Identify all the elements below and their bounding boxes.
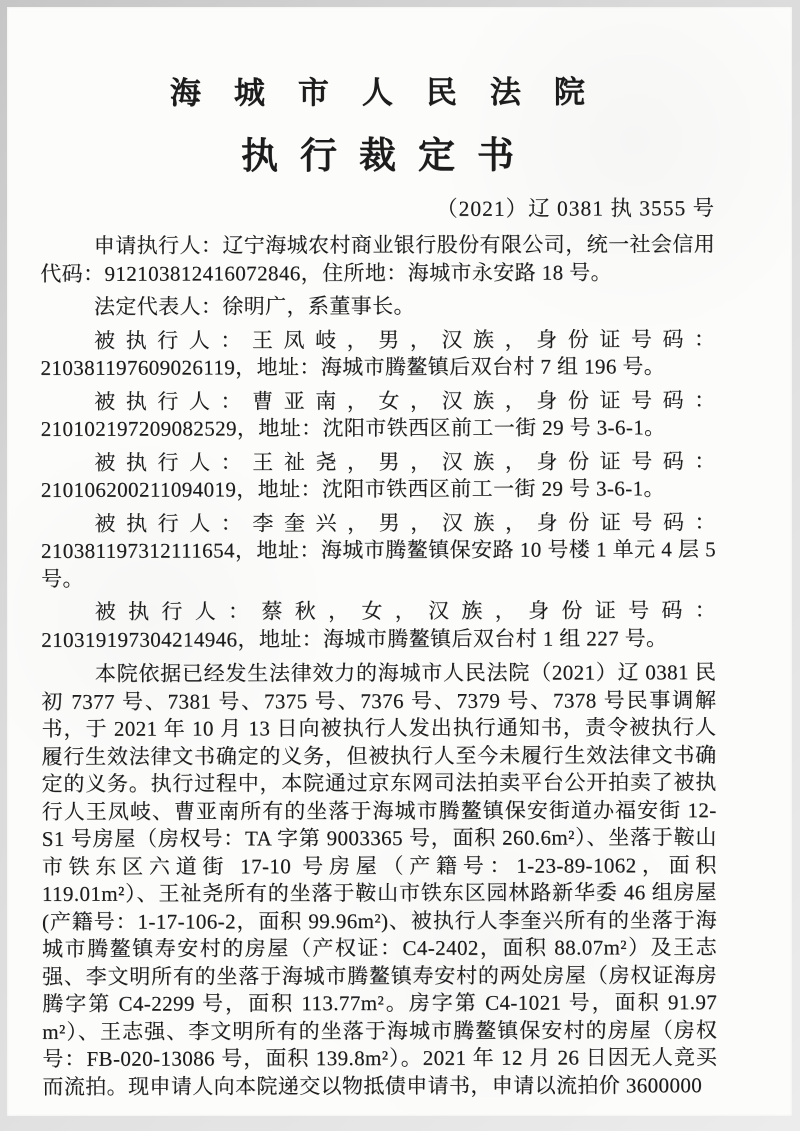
paragraph-applicant: 申请执行人：辽宁海城农村商业银行股份有限公司，统一社会信用代码：912103812416072846，住所地：海城市永安路 18 号。 xyxy=(40,232,716,286)
paragraph-respondent-2: 被执行人：曹亚南，女，汉族，身份证号码：210102197209082529，地址：沈阳市铁西区前工一街 29 号 3-6-1。 xyxy=(40,387,716,441)
paragraph-respondent-5: 被执行人：蔡秋，女，汉族，身份证号码：210319197304214946，地址：海城市腾鳌镇后双台村 1 组 227 号。 xyxy=(41,598,717,652)
paragraph-respondent-4: 被执行人：李奎兴，男，汉族，身份证号码：210381197312111654，地址：海城市腾鳌镇保安路 10 号楼 1 单元 4 层 5 号。 xyxy=(40,509,717,591)
document-title: 执行裁定书 xyxy=(240,135,537,178)
court-name: 海城市人民法院 xyxy=(169,74,618,111)
paragraph-ruling-body: 本院依据已经发生法律效力的海城市人民法院（2021）辽 0381 民初 7377 号、7381 号、7375 号、7376 号、7379 号、7378 号民事调解书，于 2021 年 10 月 13 日向被执行人发出执行通知书，责令被执行人履行生效法律文书确定的义务，但被执行人至今未履行生效法律文书确定的义务。执行过程中，本院通过京东网司法拍卖平台公开拍卖了被执行人王凤岐、曹亚南所有的坐落于海城市腾鳌镇保安街道办福安街 12-S1 号房屋（房权号：TA 字第 9003365 号，面积 260.6m²）、坐落于鞍山市铁东区六道街 17-10 号房屋（产籍号：1-23-89-1062，面积 119.01m²）、王祉尧所有的坐落于鞍山市铁东区园林路新华委 46 组房屋(产籍号：1-17-106-2，面积 99.96m²)、被执行人李奎兴所有的坐落于海城市腾鳌镇寿安村的房屋（产权证：C4-2402，面积 88.07m²）及王志强、李文明所有的坐落于海城市腾鳌镇寿安村的两处房屋（房权证海房腾字第 C4-2299 号，面积 113.77m²。房字第 C4-1021 号，面积 91.97 m²）、王志强、李文明所有的坐落于海城市腾鳌镇保安村的房屋（房权号：FB-020-13086 号，面积 139.8m²）。2021 年 12 月 26 日因无人竞买而流拍。现申请人向本院递交以物抵债申请书，申请以流拍价 3600000 xyxy=(41,660,718,1099)
document-page xyxy=(7,7,792,1116)
document-body xyxy=(40,231,717,1101)
document-content xyxy=(40,6,718,1101)
paragraph-respondent-3: 被执行人：王祉尧，男，汉族，身份证号码：210106200211094019，地址：沈阳市铁西区前工一街 29 号 3-6-1。 xyxy=(40,448,716,502)
paragraph-respondent-1: 被执行人：王凤岐，男，汉族，身份证号码：210381197609026119，地址：海城市腾鳌镇后双台村 7 组 196 号。 xyxy=(40,326,716,380)
case-number: （2021）辽 0381 执 3555 号 xyxy=(436,196,716,221)
paragraph-legal-representative: 法定代表人：徐明广，系董事长。 xyxy=(93,293,415,319)
